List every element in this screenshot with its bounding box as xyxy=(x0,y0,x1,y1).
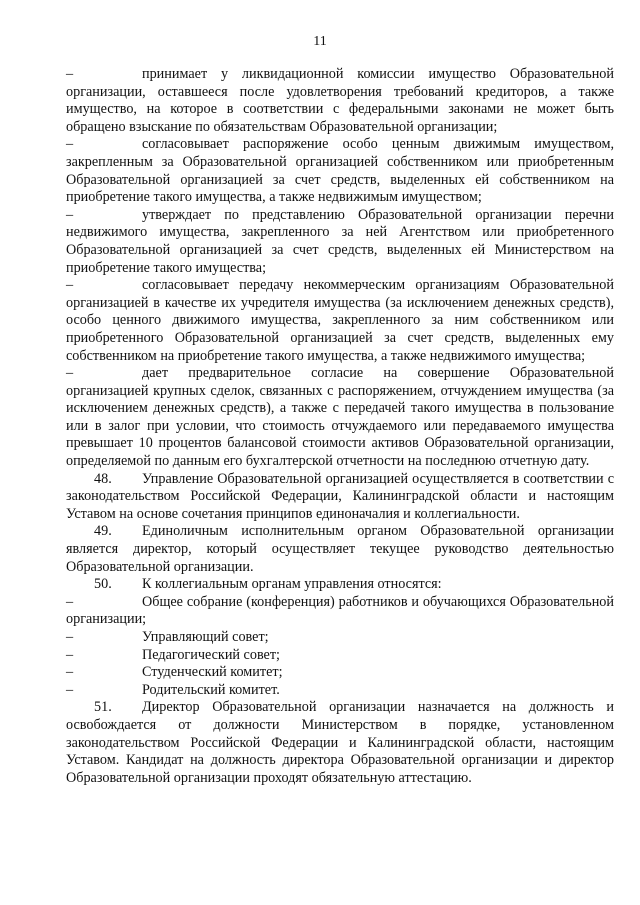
paragraph-dash xyxy=(66,207,614,277)
paragraph-text: дает предварительное согласие на совершение Образовательной организацией крупных сделок, связанных с распоряжением, отчуждением имущества (за исключением денежных средств), а также с передачей такого имущества в пользование или в залог при условии, что стоимость отчуждаемого или передаваемого имущества превышает 10 процентов балансовой стоимости активов Образовательной организации, определяемой по данным его бухгалтерской отчетности на последнюю отчетную дату. xyxy=(66,365,614,470)
paragraph-dash xyxy=(66,277,614,365)
paragraph-text: Директор Образовательной организации назначается на должность и освобождается от должности Министерством в порядке, установленном законодательством Российской Федерации и Калининградской области, настоящим Уставом. Кандидат на должность директора Образовательной организации и директор Образовательной организации проходят обязательную аттестацию. xyxy=(66,699,614,786)
list-item-text: Студенческий комитет; xyxy=(142,664,283,681)
list-item xyxy=(66,647,614,665)
dash-marker: – xyxy=(66,66,74,82)
dash-marker: – xyxy=(66,593,74,610)
paragraph-text: Единоличным исполнительным органом Образовательной организации является директор, который осуществляет текущее руководство деятельностью Образовательной организации. xyxy=(66,523,614,575)
dash-marker: – xyxy=(66,681,74,698)
paragraph-dash xyxy=(66,594,614,629)
paragraph-dash xyxy=(66,66,614,136)
list-item xyxy=(66,629,614,647)
document-body xyxy=(66,66,614,787)
paragraph-numbered xyxy=(66,699,614,787)
paragraph-text: утверждает по представлению Образовательной организации перечни недвижимого имущества, закрепленного за ней Агентством или приобретенного Образовательной организацией за счет средств, выделенных ей Министерством на приобретение такого имущества; xyxy=(66,206,614,276)
list-item-text: Родительский комитет. xyxy=(142,681,280,698)
list-item xyxy=(66,682,614,700)
list-item-text: Управляющий совет; xyxy=(142,629,269,645)
paragraph-number: 51. xyxy=(94,699,112,716)
paragraph-numbered xyxy=(66,523,614,576)
dash-marker: – xyxy=(66,629,74,645)
paragraph-text: Общее собрание (конференция) работников и обучающихся Образовательной организации; xyxy=(66,593,614,628)
paragraph-dash xyxy=(66,136,614,206)
list-item xyxy=(66,664,614,682)
paragraph-numbered xyxy=(66,576,614,594)
paragraph-text: принимает у ликвидационной комиссии имущество Образовательной организации, оставшееся после удовлетворения требований кредиторов, а также имущество, на которое в соответствии с федеральными законами не может быть обращено взыскание по обязательствам Образовательной организации; xyxy=(66,66,614,135)
paragraph-number: 49. xyxy=(94,523,112,540)
paragraph-dash xyxy=(66,365,614,471)
dash-marker: – xyxy=(66,646,74,663)
paragraph-text: согласовывает передачу некоммерческим организациям Образовательной организацией в качестве их учредителя имущества (за исключением денежных средств), особо ценного движимого имущества, закрепленного за ним собственником или приобретенного Образовательной организацией за счет средств, выделенных ему собственником на приобретение такого имущества, а также недвижимого имущества; xyxy=(66,277,614,364)
paragraph-text: согласовывает распоряжение особо ценным движимым имуществом, закрепленным за Образовательной организацией собственником или приобретенным Образовательной организацией за счет средств, выделенных ей собственником на приобретение такого имущества, а также недвижимым имуществом; xyxy=(66,136,614,206)
dash-marker: – xyxy=(66,277,74,294)
page-number: 11 xyxy=(313,34,327,49)
paragraph-text: К коллегиальным органам управления относятся: xyxy=(142,576,442,593)
dash-marker: – xyxy=(66,664,74,681)
list-item-text: Педагогический совет; xyxy=(142,646,280,663)
dash-marker: – xyxy=(66,206,74,223)
dash-marker: – xyxy=(66,365,74,382)
paragraph-number: 48. xyxy=(94,470,112,487)
dash-marker: – xyxy=(66,136,74,153)
paragraph-numbered xyxy=(66,471,614,524)
paragraph-text: Управление Образовательной организацией осуществляется в соответствии с законодательством Российской Федерации, Калининградской области и настоящим Уставом на основе сочетания принципов единоначалия и коллегиальности. xyxy=(66,470,614,522)
paragraph-number: 50. xyxy=(94,576,112,593)
